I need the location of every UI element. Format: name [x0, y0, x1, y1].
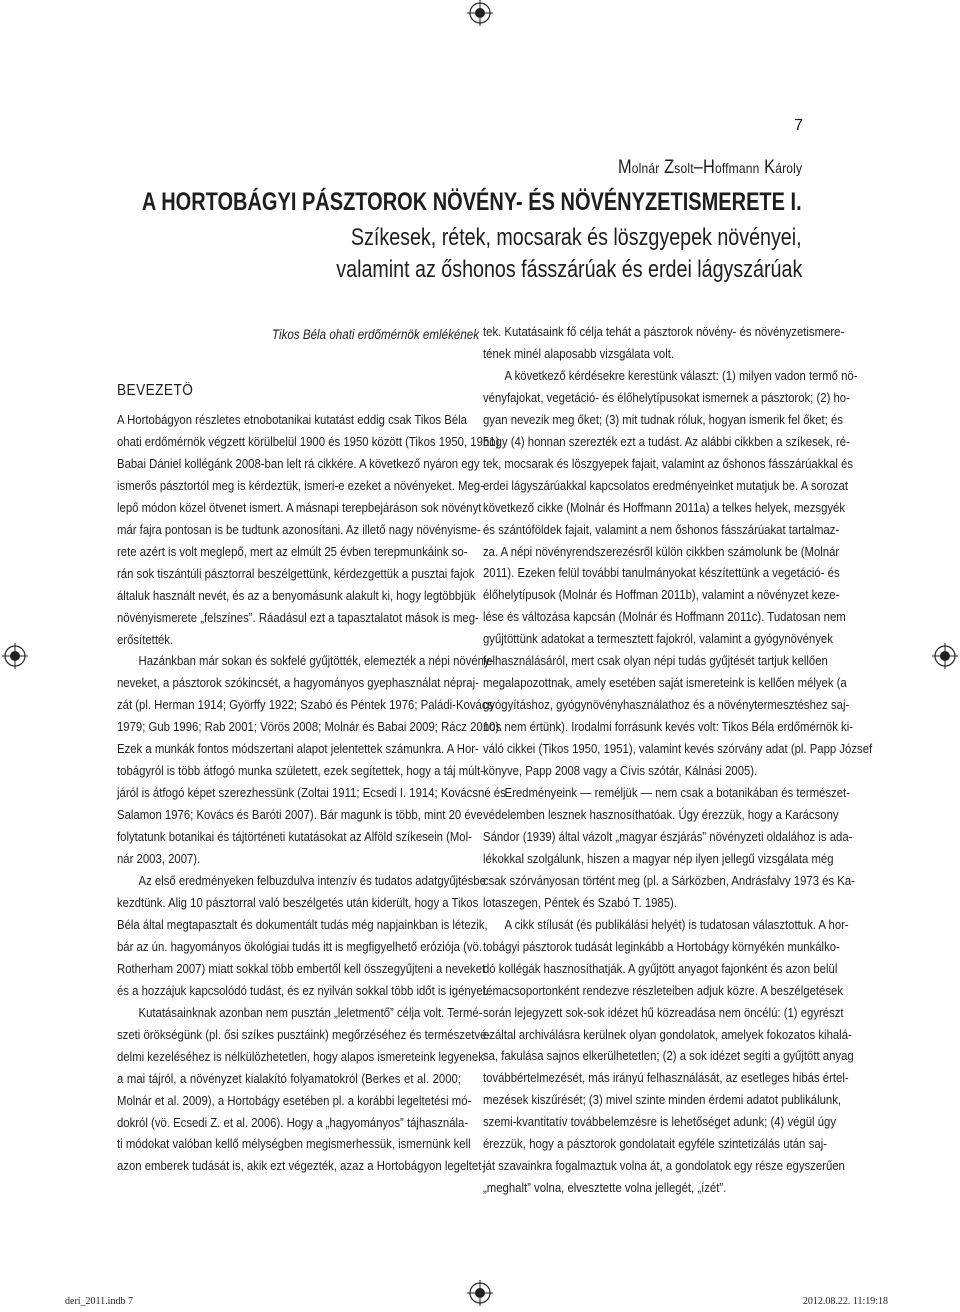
text-line: kezdtünk. Alig 10 pásztorral való beszélgetés után kiderült, hogy a Tikos: [117, 894, 479, 910]
text-line: és a hozzájuk kapcsolódó tudást, és ez nyilván sokkal több időt is igényel.: [117, 982, 489, 998]
article-subtitle-line: valamint az őshonos fásszárúak és erdei lágyszárúak: [335, 256, 802, 283]
footer-file-info: deri_2011.indb 7: [65, 1296, 133, 1307]
text-line: járól is átfogó képet szerezhessünk (Zoltai 1911; Ecsedi I. 1914; Kovácsné és: [117, 785, 506, 801]
text-line: váló cikkei (Tikos 1950, 1951), valamint kevés szórvány adat (pl. Papp József: [483, 741, 873, 757]
text-line: „meghalt” volna, elvesztette volna jellegét, „ízét”.: [483, 1180, 727, 1196]
text-line: tének minél alaposabb vizsgálata volt.: [483, 345, 675, 361]
text-line: ismerős pásztortól meg is kérdeztük, ismeri-e ezeket a növényeket. Meg-: [117, 477, 484, 493]
text-line: folytatunk botanikai és tájtörténeti kutatásokat az Alföld szíkesein (Mol-: [117, 829, 472, 845]
text-line: dó kollégák hasznosíthatják. A gyűjtött anyagot fajonként és azon belül: [483, 960, 838, 976]
registration-mark-top: [467, 0, 493, 26]
text-line: lése és változása kapcsán (Molnár és Hoffmann 2011c). Tudatosan nem: [483, 609, 846, 625]
text-line: ohati erdőmérnök végzett körülbelül 1900 és 1950 között (Tikos 1950, 1951).: [117, 433, 503, 449]
section-heading: BEVEZETŐ: [117, 382, 194, 399]
text-line: csak szórványosan történt meg (pl. a Sárközben, Andrásfalvy 1973 és Ka-: [483, 872, 855, 888]
text-line: Sándor (1939) által vázolt „magyar észjárás” növényzeti oldalához is ada-: [483, 828, 853, 844]
text-line: általuk használt nevét, és az a benyomásunk alakult ki, hogy legtöbbjük: [117, 587, 476, 603]
text-line: delmi kezeléséhez is nélkülözhetetlen, hogy alapos ismereteink legyenek: [117, 1048, 484, 1064]
text-line: lékokkal szolgálunk, hiszen a magyar nép ilyen jellegű vizsgálata még: [483, 850, 834, 866]
text-line: védelemben lesznek hasznosíthatóak. Úgy érezzük, hogy a Karácsony: [483, 806, 839, 822]
text-line: hogy (4) honnan szerezték ezt a tudást. Az alábbi cikkben a szíkesek, ré-: [483, 433, 850, 449]
text-line: vényfajokat, vegetáció- és élőhelytípusokat ismernek a pásztorok; (2) ho-: [483, 389, 850, 405]
text-line: ezáltal archiválásra kerülnek olyan gondolatok, amelyek fokozatos kihalá-: [483, 1026, 852, 1042]
text-line: megalapozottnak, amely esetében saját ismereteink is kellően mélyek (a: [483, 675, 847, 691]
text-line: za. A népi növényrendszerezésről külön cikkben számolunk be (Molnár: [483, 543, 840, 559]
text-line: szeti örökségünk (pl. ősi szíkes pusztáink) megőrzéséhez és természetvé-: [117, 1026, 491, 1042]
text-line: erősítették.: [117, 631, 174, 647]
page-number: 7: [794, 117, 803, 134]
text-line: Babai Dániel kollégánk 2008-ban lelt rá cikkére. A következő nyáron egy: [117, 455, 480, 471]
text-line: ti módokat valóban kellő mélységben megismerhessük, ismernünk kell: [117, 1136, 471, 1152]
text-line: rete azért is volt meglepő, mert az elmúlt 25 évben terepmunkáink so-: [117, 543, 468, 559]
text-line: 2011). Ezeken felül további tanulmányokat készítettünk a vegetáció- és: [483, 565, 840, 581]
text-line: szemi-kvantitatív továbbelemzésre is lehetőséget adunk; (4) végül úgy: [483, 1114, 837, 1130]
text-line: zát (pl. Herman 1914; Györffy 1922; Szabó és Péntek 1976; Paládi-Kovács: [117, 697, 494, 713]
text-line: nár 2003, 2007).: [117, 851, 201, 867]
text-line: Eredményeink — reméljük — nem csak a botanikában és természet-: [504, 785, 850, 801]
text-line: A következő kérdésekre kerestünk választ: (1) milyen vadon termő nö-: [504, 367, 858, 383]
text-line: lotaszegen, Péntek és Szabó T. 1985).: [483, 894, 677, 910]
text-line: tek, mocsarak és löszgyepek fajait, valamint az őshonos fásszárúakkal és: [483, 455, 854, 471]
text-line: Béla által megtapasztalt és dokumentált tudás még napjainkban is létezik,: [117, 916, 488, 932]
text-line: következő cikke (Molnár és Hoffmann 2011a) a telkes helyek, mezsgyék: [483, 499, 846, 515]
text-line: azon emberek tudását is, akik ezt végezték, azaz a Hortobágyon legeltet-: [117, 1158, 486, 1174]
text-line: dokról (vö. Ecsedi Z. et al. 2006). Hogy a „hagyományos” tájhasznála-: [117, 1114, 469, 1130]
footer-timestamp: 2012.08.22. 11:19:18: [802, 1296, 888, 1307]
text-line: mezések kiszűrését; (3) mivel szinte minden érdemi adatot publikálunk,: [483, 1092, 842, 1108]
text-line: érezzük, hogy a pásztorok gondolatait egyféle szintetizálás után saj-: [483, 1136, 827, 1152]
text-line: könyve, Papp 2008 vagy a Cívis szótár, Kálnási 2005).: [483, 763, 758, 779]
authors: Molnár Zsolt–Hoffmann Károly: [617, 157, 802, 178]
text-line: továbbértelmezését, más irányú felhasználását, az esetleges hibás értel-: [483, 1070, 849, 1086]
text-line: már fajra pontosan is be tudtunk azonosítani. Az illető nagy növényisme-: [117, 521, 481, 537]
text-line: Az első eredményeken felbuzdulva intenzív és tudatos adatgyűjtésbe: [138, 873, 486, 889]
text-line: és szántóföldek fajait, valamint a nem őshonos fásszárúakat tartalmaz-: [483, 521, 840, 537]
text-line: során lejegyzett sok-sok idézet hű közreadása nem öncélú: (1) egyrészt: [483, 1004, 844, 1020]
text-line: rán sok tiszántúli pásztorral beszélgettünk, kérdezgettük a pusztai fajok: [117, 565, 475, 581]
text-line: tek. Kutatásaink fő célja tehát a pásztorok növény- és növényzetismere-: [483, 324, 845, 339]
text-line: gyűjtöttünk adatokat a termesztett fajokról, valamint a gyógynövények: [483, 631, 833, 647]
text-line: élőhelytípusok (Molnár és Hoffman 2011b), valamint a növényzet keze-: [483, 587, 840, 603]
text-line: sa, fakulása sajnos elkerülhetetlen; (2) a sok idézet segíti a gyűjtött anyag: [483, 1048, 854, 1064]
text-line: felhasználásáról, mert csak olyan népi tudás gyűjtését tartjuk kellően: [483, 653, 828, 669]
text-line: lepő módon közel ötvenet ismert. A másnapi terepbejáráson sok növényt: [117, 499, 482, 515]
text-line: Rotherham 2007) miatt sokkal több embertől kell összegyűjteni a neveket: [117, 960, 486, 976]
text-line: neveket, a pásztorok szókincsét, a hagyományos gyephasználat népraj-: [117, 675, 479, 691]
text-line: tobágyról is több átfogó munka született, ezek segítettek, hogy a táj múlt-: [117, 763, 484, 779]
text-line: Salamon 1976; Kovács és Baróti 2007). Bár magunk is több, mint 20 éve: [117, 807, 483, 823]
text-line: tobágyi pásztorok tudását leginkább a Hortobágy környékén munkálko-: [483, 938, 840, 954]
text-line: gyógyításhoz, gyógynövényhasználathoz és a növénytermesztéshez saj-: [483, 697, 850, 713]
text-line: erdei lágyszárúakkal kapcsolatos eredményeinket mutatjuk be. A sorozat: [483, 477, 849, 493]
article-subtitle-line: Szíkesek, rétek, mocsarak és löszgyepek növényei,: [351, 224, 802, 251]
text-line: 1979; Gub 1996; Rab 2001; Vörös 2008; Molnár és Babai 2009; Rácz 2010).: [117, 719, 503, 735]
text-line: ját szavainkra fogalmaztuk volna át, a gondolatok egy része egyszerűen: [483, 1158, 845, 1174]
right-text-column: [483, 321, 873, 1199]
text-line: nos nem értünk). Irodalmi forrásunk kevés volt: Tikos Béla erdőmérnök ki-: [483, 719, 854, 735]
text-line: a mai tájról, a növényzet kialakító folyamatokról (Berkes et al. 2000;: [117, 1070, 461, 1086]
registration-mark-right: [932, 643, 958, 669]
registration-mark-left: [2, 643, 28, 669]
article-title: A HORTOBÁGYI PÁSZTOROK NÖVÉNY- ÉS NÖVÉNYZETISMERETE I.: [142, 188, 802, 216]
text-line: A cikk stílusát (és publikálási helyét) is tudatosan választottuk. A hor-: [504, 916, 849, 932]
registration-mark-bottom: [467, 1280, 493, 1306]
text-line: növényismerete „felszínes”. Ráadásul ezt a tapasztalatot mások is meg-: [117, 609, 479, 625]
text-line: bár az ún. hagyományos ökológiai tudás itt is megfigyelhető eróziója (vö.: [117, 938, 483, 954]
text-line: Kutatásainknak azonban nem pusztán „leletmentő” célja volt. Termé-: [138, 1004, 483, 1020]
text-line: Molnár et al. 2009), a Hortobágy esetében pl. a korábbi legeltetési mó-: [117, 1092, 472, 1108]
dedication: Tikos Béla ohati erdőmérnök emlékének: [272, 327, 480, 342]
text-line: témacsoportonként rendezve részleteiben adjuk közre. A beszélgetések: [483, 982, 843, 998]
left-text-column: [117, 409, 506, 1177]
text-line: gyan nevezik meg őket; (3) mit tudnak róluk, hogyan ismerik fel őket; és: [483, 411, 843, 427]
text-line: Hazánkban már sokan és sokfelé gyűjtötték, elemezték a népi növény-: [138, 653, 494, 669]
text-line: Ezek a munkák fontos módszertani alapot jelentettek számunkra. A Hor-: [117, 741, 479, 757]
text-line: A Hortobágyon részletes etnobotanikai kutatást eddig csak Tikos Béla: [117, 412, 467, 427]
